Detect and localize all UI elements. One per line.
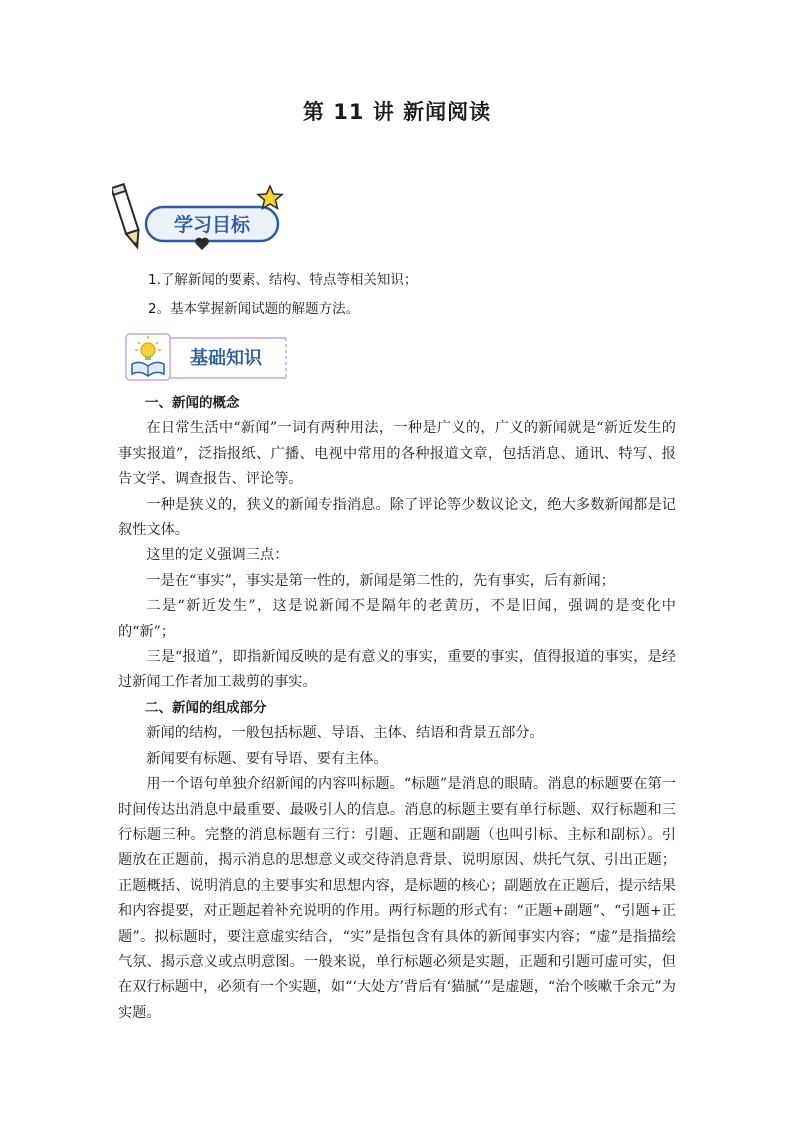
- paragraph: 新闻的结构，一般包括标题、导语、主体、结语和背景五部分。: [146, 725, 544, 742]
- section-heading: 一、新闻的概念: [145, 395, 240, 411]
- heart-icon: [195, 238, 209, 250]
- section-heading: 二、新闻的组成部分: [145, 699, 267, 716]
- paragraph: 一是在“事实”，事实是第一性的，新闻是第二性的，先有事实，后有新闻；: [146, 572, 615, 589]
- paragraph: 二是“新近发生”，这是说新闻不是隔年的老黄历，不是旧闻，强调的是变化中的“新”；: [118, 598, 676, 640]
- goal-item-1: 1.了解新闻的要素、结构、特点等相关知识；: [148, 272, 418, 288]
- paragraph: 三是“报道”，即指新闻反映的是有意义的事实，重要的事实，值得报道的事实，是经过新闻工作者加工裁剪的事实。: [118, 649, 676, 691]
- paragraph: 在日常生活中“新闻”一词有两种用法，一种是广义的，广义的新闻就是“新近发生的事实报道”，泛指报纸、广播、电视中常用的各种报道文章，包括消息、通讯、特写、报告文学、调查报告、评论等。: [118, 420, 676, 488]
- paragraph: 这里的定义强调三点：: [146, 547, 289, 564]
- learning-goals-badge: [112, 182, 292, 254]
- pencil-icon: [112, 184, 143, 249]
- basic-knowledge-badge: [122, 330, 294, 384]
- page-title: 第 11 讲 新闻阅读: [302, 100, 492, 124]
- paragraph: 一种是狭义的，狭义的新闻专指消息。除了评论等少数议论文，绝大多数新闻都是记叙性文体。: [118, 496, 676, 539]
- paragraph: 新闻要有标题、要有导语、要有主体。: [146, 750, 388, 767]
- paragraph: 用一个语句单独介绍新闻的内容叫标题。“标题”是消息的眼睛。消息的标题要在第一时间传达出消息中最重要、最吸引人的信息。消息的标题主要有单行标题、双行标题和三行标题三种。完整的消息标题有三行：引题、正题和副题（也叫引标、主标和副标）。引题放在正题前，揭示消息的思想意义或交待消息背景、说明原因、烘托气氛、引出正题；正题概括、说明消息的主要事实和思想内容，是标题的核心；副题放在正题后，提示结果和内容提要，对正题起着补充说明的作用。两行标题的形式有：“正题+副题”、“引题+正题”。拟标题时，要注意虚实结合，“实”是指包含有具体的新闻事实内容；“虚”是指描绘气氛、揭示意义或点明意图。一般来说，单行标题必须是实题，正题和引题可虚可实，但在双行标题中，必须有一个实题，如“‘大处方’背后有‘猫腻’”是虚题，“治个咳嗽千余元”为实题。: [118, 776, 676, 1021]
- star-icon: [258, 186, 282, 209]
- article-body: [118, 391, 676, 1026]
- goal-item-2: 2。基本掌握新闻试题的解题方法。: [148, 301, 360, 317]
- knowledge-badge-label: 基础知识: [190, 348, 262, 369]
- goals-badge-label: 学习目标: [173, 214, 251, 236]
